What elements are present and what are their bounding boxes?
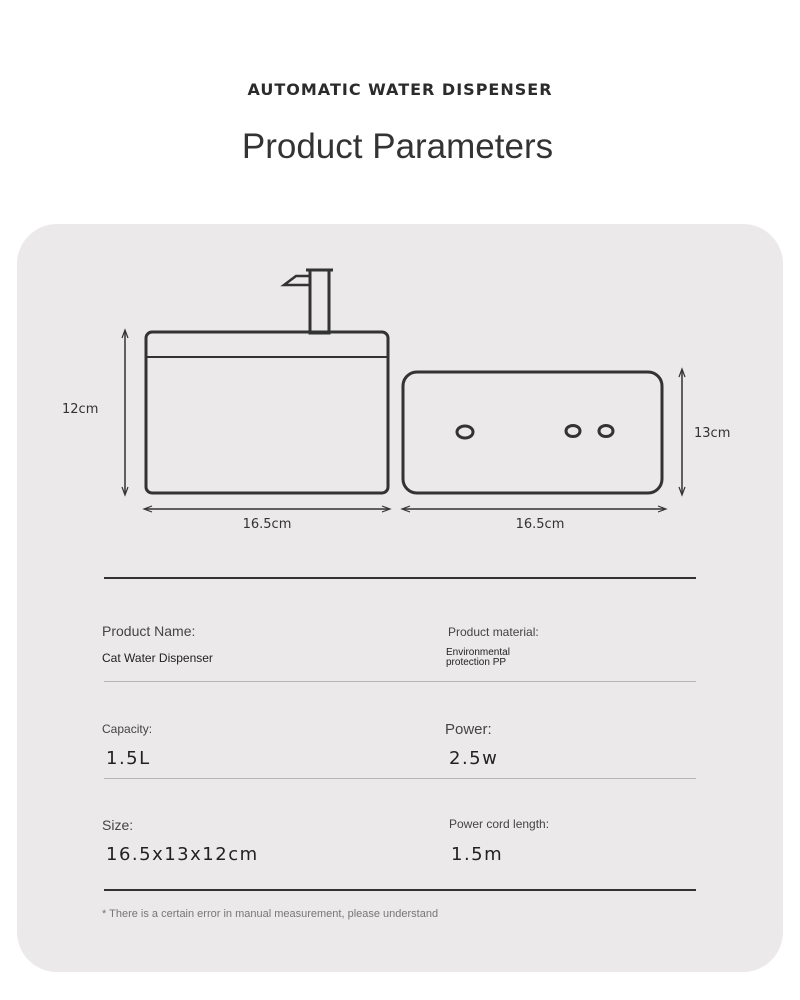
top-width-label: 16.5cm — [515, 517, 565, 532]
front-view-drawing — [146, 270, 388, 493]
divider-row2 — [104, 778, 696, 779]
front-width-label: 16.5cm — [242, 517, 292, 532]
top-height-dimension — [679, 369, 730, 495]
top-view-drawing — [403, 372, 662, 493]
divider-top — [104, 577, 696, 579]
product-name-value: Cat Water Dispenser — [102, 651, 213, 665]
front-height-label: 12cm — [62, 402, 99, 417]
divider-row1 — [104, 681, 696, 682]
top-width-dimension — [402, 506, 666, 532]
faucet-icon — [310, 270, 329, 333]
size-label: Size: — [102, 817, 134, 833]
capacity-label: Capacity: — [102, 722, 153, 736]
front-width-dimension — [144, 506, 390, 532]
power-cord-length-label: Power cord length: — [449, 817, 550, 831]
top-height-label: 13cm — [694, 426, 731, 441]
water-inlet-hole-icon — [457, 426, 473, 438]
measurement-footnote: * There is a certain error in manual measurement, please understand — [102, 908, 439, 920]
sensor-hole-right-icon — [599, 426, 613, 437]
sensor-hole-left-icon — [566, 426, 580, 437]
capacity-value: 1.5L — [106, 748, 151, 769]
power-label: Power: — [445, 721, 492, 738]
product-name-label: Product Name: — [102, 623, 196, 639]
product-material-label: Product material: — [448, 625, 539, 639]
divider-bottom — [104, 889, 696, 891]
front-height-dimension — [62, 330, 128, 495]
size-value: 16.5x13x12cm — [106, 844, 259, 865]
page-title: Product Parameters — [241, 127, 554, 166]
product-subtitle: AUTOMATIC WATER DISPENSER — [247, 80, 553, 99]
power-value: 2.5w — [449, 748, 499, 769]
faucet-spout — [284, 276, 310, 285]
product-material-value-line1: Environmental — [446, 647, 510, 658]
top-view-body — [403, 372, 662, 493]
product-material-value-line2: protection PP — [446, 657, 507, 668]
power-cord-length-value: 1.5m — [451, 844, 504, 865]
product-material-value — [446, 648, 510, 668]
